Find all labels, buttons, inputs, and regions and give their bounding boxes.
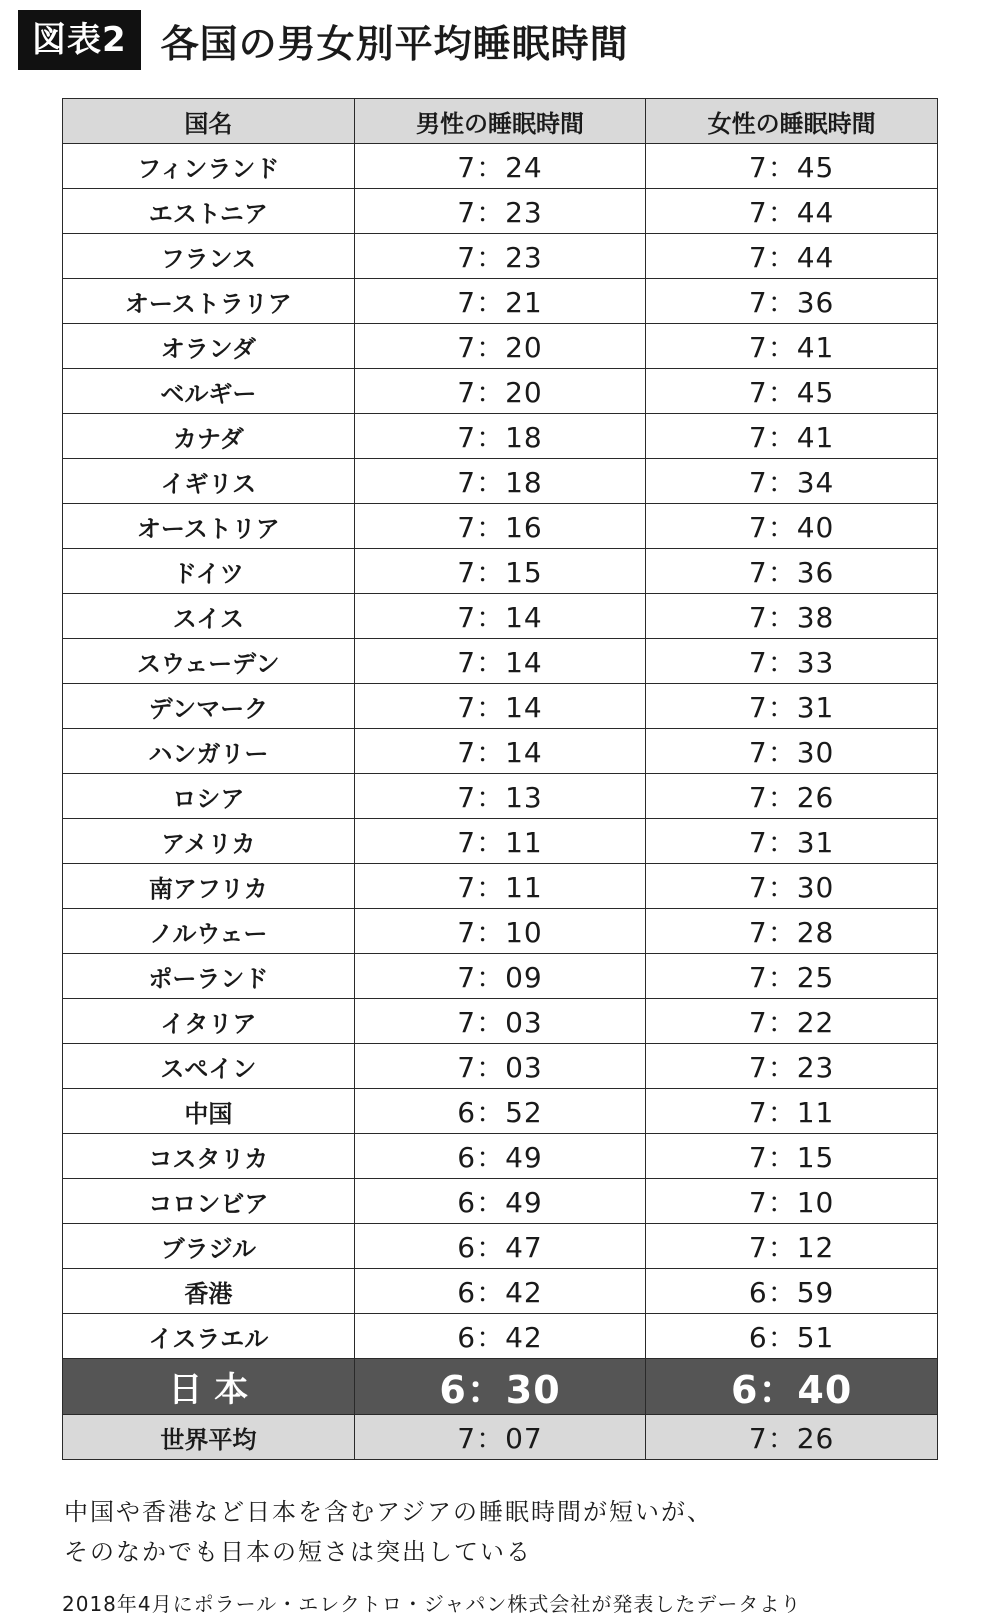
table-row <box>63 1269 938 1314</box>
cell-female-time: 7：45 <box>646 144 938 189</box>
cell-male-time: 7：03 <box>354 999 646 1044</box>
cell-country: ポーランド <box>63 954 355 999</box>
table-row <box>63 594 938 639</box>
cell-female-time: 6：51 <box>646 1314 938 1359</box>
cell-female-time: 7：28 <box>646 909 938 954</box>
source-citation: 2018年4月にポラール・エレクトロ・ジャパン株式会社が発表したデータより <box>62 1592 802 1616</box>
cell-country: コロンビア <box>63 1179 355 1224</box>
japan-row <box>63 1359 938 1415</box>
cell-male-time: 7：14 <box>354 594 646 639</box>
cell-female-time: 7：15 <box>646 1134 938 1179</box>
table-row <box>63 1314 938 1359</box>
footnote-line-2: そのなかでも日本の短さは突出している <box>64 1538 532 1566</box>
cell-male-time: 7：07 <box>354 1415 646 1460</box>
cell-male-time: 7：03 <box>354 1044 646 1089</box>
cell-female-time: 7：36 <box>646 549 938 594</box>
footnote-line-1: 中国や香港など日本を含むアジアの睡眠時間が短いが、 <box>64 1498 714 1526</box>
cell-country: スウェーデン <box>63 639 355 684</box>
table-row <box>63 1224 938 1269</box>
cell-country: ベルギー <box>63 369 355 414</box>
table-header-row <box>63 99 938 144</box>
cell-male-time: 7：20 <box>354 369 646 414</box>
cell-male-time: 7：14 <box>354 729 646 774</box>
cell-male-time: 7：11 <box>354 864 646 909</box>
cell-country: 香港 <box>63 1269 355 1314</box>
header-country: 国名 <box>63 99 355 144</box>
cell-country: エストニア <box>63 189 355 234</box>
cell-male-time: 7：20 <box>354 324 646 369</box>
cell-male-time: 7：09 <box>354 954 646 999</box>
cell-female-time: 7：26 <box>646 774 938 819</box>
table-row <box>63 819 938 864</box>
table-row <box>63 324 938 369</box>
cell-country: スイス <box>63 594 355 639</box>
cell-country: 世界平均 <box>63 1415 355 1460</box>
cell-male-time: 6：47 <box>354 1224 646 1269</box>
table-row <box>63 774 938 819</box>
table-row <box>63 189 938 234</box>
cell-country: ハンガリー <box>63 729 355 774</box>
table-row <box>63 144 938 189</box>
figure-label-badge: 図表2 <box>18 10 141 70</box>
cell-male-time: 7：23 <box>354 234 646 279</box>
cell-female-time: 7：41 <box>646 324 938 369</box>
cell-country: スペイン <box>63 1044 355 1089</box>
cell-female-time: 7：34 <box>646 459 938 504</box>
table-row <box>63 864 938 909</box>
cell-female-time: 7：44 <box>646 234 938 279</box>
table-row <box>63 909 938 954</box>
cell-female-time: 7：40 <box>646 504 938 549</box>
cell-female-time: 7：31 <box>646 819 938 864</box>
cell-male-time: 6：42 <box>354 1269 646 1314</box>
table-row <box>63 504 938 549</box>
table-row <box>63 639 938 684</box>
cell-female-time: 7：44 <box>646 189 938 234</box>
table-row <box>63 234 938 279</box>
cell-female-time: 7：36 <box>646 279 938 324</box>
table-row <box>63 954 938 999</box>
cell-male-time: 7：11 <box>354 819 646 864</box>
cell-male-time: 6：49 <box>354 1179 646 1224</box>
sleep-time-table <box>62 98 938 1460</box>
cell-female-time: 7：33 <box>646 639 938 684</box>
cell-male-time: 7：18 <box>354 414 646 459</box>
cell-male-time: 7：15 <box>354 549 646 594</box>
table-row <box>63 1044 938 1089</box>
cell-male-time: 6：49 <box>354 1134 646 1179</box>
table-row <box>63 999 938 1044</box>
table-body <box>63 144 938 1460</box>
cell-male-time: 7：24 <box>354 144 646 189</box>
cell-male-time: 6：42 <box>354 1314 646 1359</box>
table-row <box>63 549 938 594</box>
table-row <box>63 279 938 324</box>
cell-country: コスタリカ <box>63 1134 355 1179</box>
cell-male-time: 7：14 <box>354 639 646 684</box>
cell-female-time: 6：59 <box>646 1269 938 1314</box>
cell-female-time: 7：30 <box>646 864 938 909</box>
cell-male-time: 7：10 <box>354 909 646 954</box>
table-row <box>63 459 938 504</box>
cell-male-time: 7：13 <box>354 774 646 819</box>
cell-country: ロシア <box>63 774 355 819</box>
footnote-text <box>64 1492 713 1572</box>
cell-country: オーストラリア <box>63 279 355 324</box>
cell-female-time: 7：11 <box>646 1089 938 1134</box>
figure-header <box>18 10 629 70</box>
cell-female-time: 7：31 <box>646 684 938 729</box>
cell-male-time: 6：30 <box>354 1359 646 1415</box>
cell-female-time: 7：38 <box>646 594 938 639</box>
cell-country: カナダ <box>63 414 355 459</box>
cell-country: オーストリア <box>63 504 355 549</box>
table-row <box>63 729 938 774</box>
cell-female-time: 7：45 <box>646 369 938 414</box>
cell-female-time: 7：26 <box>646 1415 938 1460</box>
cell-country: ドイツ <box>63 549 355 594</box>
cell-country: イギリス <box>63 459 355 504</box>
cell-country: アメリカ <box>63 819 355 864</box>
cell-country: 日 本 <box>63 1359 355 1415</box>
cell-country: ノルウェー <box>63 909 355 954</box>
cell-female-time: 7：22 <box>646 999 938 1044</box>
cell-male-time: 6：52 <box>354 1089 646 1134</box>
cell-male-time: 7：16 <box>354 504 646 549</box>
cell-country: イタリア <box>63 999 355 1044</box>
cell-country: 南アフリカ <box>63 864 355 909</box>
cell-male-time: 7：14 <box>354 684 646 729</box>
cell-country: フランス <box>63 234 355 279</box>
table-row <box>63 369 938 414</box>
table-row <box>63 684 938 729</box>
table-row <box>63 414 938 459</box>
cell-male-time: 7：21 <box>354 279 646 324</box>
figure-title: 各国の男女別平均睡眠時間 <box>160 21 629 66</box>
table-row <box>63 1089 938 1134</box>
cell-female-time: 7：25 <box>646 954 938 999</box>
header-male: 男性の睡眠時間 <box>354 99 646 144</box>
cell-female-time: 7：30 <box>646 729 938 774</box>
cell-female-time: 7：41 <box>646 414 938 459</box>
cell-country: 中国 <box>63 1089 355 1134</box>
cell-country: イスラエル <box>63 1314 355 1359</box>
cell-female-time: 7：12 <box>646 1224 938 1269</box>
header-female: 女性の睡眠時間 <box>646 99 938 144</box>
cell-male-time: 7：23 <box>354 189 646 234</box>
cell-country: ブラジル <box>63 1224 355 1269</box>
cell-female-time: 7：10 <box>646 1179 938 1224</box>
cell-male-time: 7：18 <box>354 459 646 504</box>
cell-female-time: 7：23 <box>646 1044 938 1089</box>
cell-country: デンマーク <box>63 684 355 729</box>
table-row <box>63 1179 938 1224</box>
cell-country: フィンランド <box>63 144 355 189</box>
world-average-row <box>63 1415 938 1460</box>
cell-female-time: 6：40 <box>646 1359 938 1415</box>
table-row <box>63 1134 938 1179</box>
cell-country: オランダ <box>63 324 355 369</box>
